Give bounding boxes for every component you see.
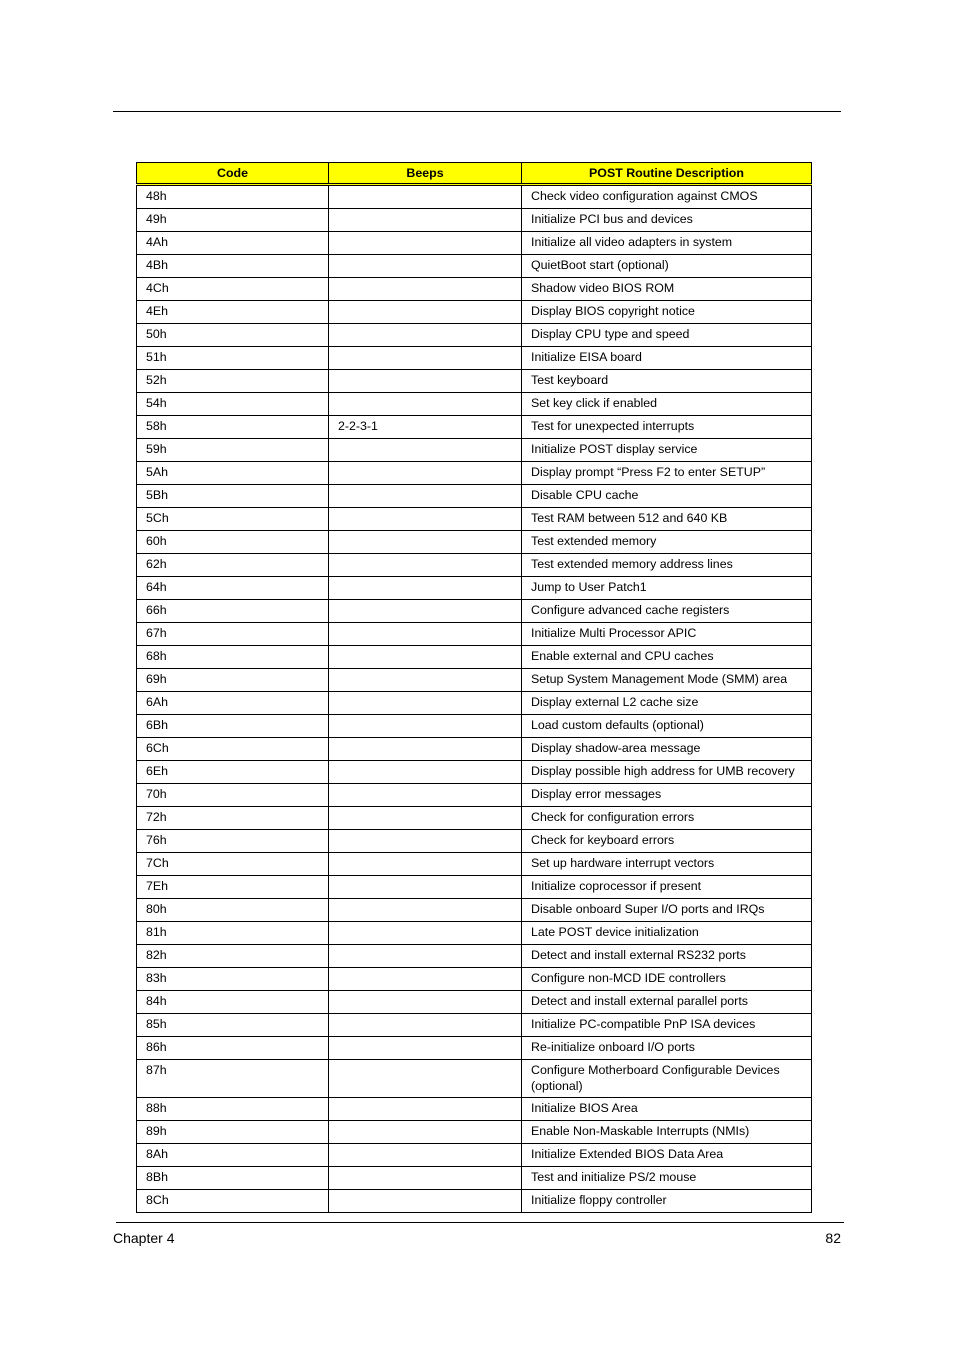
- cell-description: Configure non-MCD IDE controllers: [522, 968, 812, 991]
- cell-description: Display BIOS copyright notice: [522, 301, 812, 324]
- cell-description: Test and initialize PS/2 mouse: [522, 1167, 812, 1190]
- cell-description: Detect and install external RS232 ports: [522, 945, 812, 968]
- post-code-table: [136, 162, 812, 1213]
- cell-description: Initialize Extended BIOS Data Area: [522, 1144, 812, 1167]
- cell-description: Load custom defaults (optional): [522, 715, 812, 738]
- cell-beeps: [329, 370, 522, 393]
- cell-beeps: [329, 922, 522, 945]
- cell-beeps: [329, 255, 522, 278]
- cell-beeps: [329, 1060, 522, 1098]
- cell-beeps: [329, 1037, 522, 1060]
- cell-description: Display external L2 cache size: [522, 692, 812, 715]
- table-row: [137, 508, 812, 531]
- table-row: [137, 600, 812, 623]
- cell-code: 69h: [137, 669, 329, 692]
- cell-description: Enable Non-Maskable Interrupts (NMIs): [522, 1121, 812, 1144]
- cell-description: Display CPU type and speed: [522, 324, 812, 347]
- cell-description: Initialize coprocessor if present: [522, 876, 812, 899]
- table-row: [137, 485, 812, 508]
- cell-description: Test RAM between 512 and 640 KB: [522, 508, 812, 531]
- cell-description: Display possible high address for UMB recovery: [522, 761, 812, 784]
- cell-description: Jump to User Patch1: [522, 577, 812, 600]
- cell-code: 88h: [137, 1098, 329, 1121]
- table-row: [137, 899, 812, 922]
- cell-description: Test for unexpected interrupts: [522, 416, 812, 439]
- cell-beeps: [329, 669, 522, 692]
- cell-beeps: [329, 1098, 522, 1121]
- table-row: [137, 1144, 812, 1167]
- table-row: [137, 807, 812, 830]
- cell-beeps: [329, 462, 522, 485]
- cell-description: Initialize PCI bus and devices: [522, 209, 812, 232]
- table-row: [137, 922, 812, 945]
- cell-code: 58h: [137, 416, 329, 439]
- cell-beeps: [329, 1121, 522, 1144]
- cell-code: 6Eh: [137, 761, 329, 784]
- table-row: [137, 876, 812, 899]
- table-row: [137, 1014, 812, 1037]
- cell-code: 66h: [137, 600, 329, 623]
- footer-rule: [116, 1222, 844, 1223]
- table-row: [137, 370, 812, 393]
- cell-code: 89h: [137, 1121, 329, 1144]
- cell-description: Configure Motherboard Configurable Devices (optional): [522, 1060, 812, 1098]
- cell-beeps: [329, 899, 522, 922]
- cell-beeps: [329, 807, 522, 830]
- cell-beeps: [329, 577, 522, 600]
- cell-beeps: [329, 1190, 522, 1213]
- cell-beeps: [329, 1014, 522, 1037]
- cell-description: Set key click if enabled: [522, 393, 812, 416]
- table-row: [137, 393, 812, 416]
- cell-beeps: [329, 784, 522, 807]
- cell-beeps: [329, 324, 522, 347]
- cell-description: Test extended memory address lines: [522, 554, 812, 577]
- cell-description: Enable external and CPU caches: [522, 646, 812, 669]
- column-header-beeps: Beeps: [329, 163, 522, 185]
- cell-code: 83h: [137, 968, 329, 991]
- cell-description: Shadow video BIOS ROM: [522, 278, 812, 301]
- table-row: [137, 1167, 812, 1190]
- table-row: [137, 416, 812, 439]
- cell-code: 84h: [137, 991, 329, 1014]
- cell-beeps: [329, 209, 522, 232]
- footer-page-number: 82: [825, 1230, 841, 1246]
- cell-description: Initialize PC-compatible PnP ISA devices: [522, 1014, 812, 1037]
- table-row: [137, 255, 812, 278]
- table-row: [137, 623, 812, 646]
- table-row: [137, 462, 812, 485]
- cell-description: Initialize floppy controller: [522, 1190, 812, 1213]
- table-row: [137, 347, 812, 370]
- table-row: [137, 278, 812, 301]
- table-row: [137, 945, 812, 968]
- cell-beeps: [329, 876, 522, 899]
- cell-beeps: [329, 991, 522, 1014]
- cell-code: 8Ch: [137, 1190, 329, 1213]
- cell-code: 82h: [137, 945, 329, 968]
- cell-code: 86h: [137, 1037, 329, 1060]
- table-row: [137, 830, 812, 853]
- header-row: [137, 163, 812, 185]
- cell-beeps: [329, 508, 522, 531]
- table-row: [137, 761, 812, 784]
- cell-code: 50h: [137, 324, 329, 347]
- cell-description: Initialize all video adapters in system: [522, 232, 812, 255]
- cell-description: QuietBoot start (optional): [522, 255, 812, 278]
- table-row: [137, 301, 812, 324]
- cell-beeps: [329, 646, 522, 669]
- cell-code: 64h: [137, 577, 329, 600]
- table-row: [137, 853, 812, 876]
- cell-code: 7Eh: [137, 876, 329, 899]
- cell-code: 6Ch: [137, 738, 329, 761]
- cell-code: 87h: [137, 1060, 329, 1098]
- cell-description: Late POST device initialization: [522, 922, 812, 945]
- cell-beeps: [329, 393, 522, 416]
- table-row: [137, 209, 812, 232]
- column-header-code: Code: [137, 163, 329, 185]
- cell-description: Display prompt “Press F2 to enter SETUP”: [522, 462, 812, 485]
- cell-beeps: [329, 623, 522, 646]
- table-row: [137, 1037, 812, 1060]
- cell-beeps: [329, 830, 522, 853]
- cell-beeps: [329, 738, 522, 761]
- cell-beeps: [329, 692, 522, 715]
- cell-code: 80h: [137, 899, 329, 922]
- cell-description: Check for keyboard errors: [522, 830, 812, 853]
- table-body: [137, 185, 812, 1213]
- cell-code: 51h: [137, 347, 329, 370]
- cell-code: 68h: [137, 646, 329, 669]
- table-row: [137, 1098, 812, 1121]
- cell-code: 7Ch: [137, 853, 329, 876]
- cell-description: Initialize Multi Processor APIC: [522, 623, 812, 646]
- table-row: [137, 185, 812, 209]
- table-row: [137, 1190, 812, 1213]
- cell-description: Setup System Management Mode (SMM) area: [522, 669, 812, 692]
- cell-code: 76h: [137, 830, 329, 853]
- table-row: [137, 324, 812, 347]
- table-row: [137, 669, 812, 692]
- cell-beeps: [329, 185, 522, 209]
- cell-beeps: [329, 232, 522, 255]
- cell-beeps: [329, 761, 522, 784]
- cell-beeps: [329, 715, 522, 738]
- header-rule: [113, 111, 841, 112]
- cell-beeps: [329, 301, 522, 324]
- cell-beeps: [329, 278, 522, 301]
- cell-description: Test extended memory: [522, 531, 812, 554]
- cell-code: 81h: [137, 922, 329, 945]
- cell-description: Display shadow-area message: [522, 738, 812, 761]
- cell-code: 5Bh: [137, 485, 329, 508]
- cell-description: Check for configuration errors: [522, 807, 812, 830]
- cell-code: 4Bh: [137, 255, 329, 278]
- table-row: [137, 554, 812, 577]
- cell-beeps: [329, 968, 522, 991]
- cell-description: Set up hardware interrupt vectors: [522, 853, 812, 876]
- table-row: [137, 577, 812, 600]
- table-row: [137, 715, 812, 738]
- cell-code: 8Ah: [137, 1144, 329, 1167]
- cell-beeps: [329, 554, 522, 577]
- cell-beeps: 2-2-3-1: [329, 416, 522, 439]
- table-row: [137, 738, 812, 761]
- cell-beeps: [329, 853, 522, 876]
- cell-description: Test keyboard: [522, 370, 812, 393]
- cell-beeps: [329, 485, 522, 508]
- table-row: [137, 692, 812, 715]
- cell-description: Initialize POST display service: [522, 439, 812, 462]
- table-row: [137, 439, 812, 462]
- cell-description: Check video configuration against CMOS: [522, 185, 812, 209]
- cell-code: 4Ah: [137, 232, 329, 255]
- cell-description: Re-initialize onboard I/O ports: [522, 1037, 812, 1060]
- cell-description: Initialize BIOS Area: [522, 1098, 812, 1121]
- cell-beeps: [329, 347, 522, 370]
- table-row: [137, 232, 812, 255]
- footer-chapter: Chapter 4: [113, 1230, 175, 1246]
- cell-code: 59h: [137, 439, 329, 462]
- cell-code: 5Ah: [137, 462, 329, 485]
- cell-code: 62h: [137, 554, 329, 577]
- cell-code: 49h: [137, 209, 329, 232]
- cell-description: Initialize EISA board: [522, 347, 812, 370]
- cell-beeps: [329, 600, 522, 623]
- cell-code: 54h: [137, 393, 329, 416]
- cell-code: 67h: [137, 623, 329, 646]
- cell-beeps: [329, 531, 522, 554]
- table-row: [137, 646, 812, 669]
- cell-beeps: [329, 1167, 522, 1190]
- cell-code: 4Ch: [137, 278, 329, 301]
- cell-code: 85h: [137, 1014, 329, 1037]
- cell-description: Disable onboard Super I/O ports and IRQs: [522, 899, 812, 922]
- table-row: [137, 991, 812, 1014]
- cell-code: 8Bh: [137, 1167, 329, 1190]
- table-row: [137, 1060, 812, 1098]
- cell-beeps: [329, 1144, 522, 1167]
- column-header-description: POST Routine Description: [522, 163, 812, 185]
- cell-beeps: [329, 439, 522, 462]
- cell-description: Display error messages: [522, 784, 812, 807]
- cell-beeps: [329, 945, 522, 968]
- cell-code: 70h: [137, 784, 329, 807]
- cell-code: 6Ah: [137, 692, 329, 715]
- cell-description: Detect and install external parallel ports: [522, 991, 812, 1014]
- cell-description: Configure advanced cache registers: [522, 600, 812, 623]
- table-row: [137, 531, 812, 554]
- cell-code: 60h: [137, 531, 329, 554]
- cell-code: 52h: [137, 370, 329, 393]
- cell-code: 5Ch: [137, 508, 329, 531]
- table-row: [137, 1121, 812, 1144]
- table-header: [137, 163, 812, 185]
- cell-code: 72h: [137, 807, 329, 830]
- table-row: [137, 968, 812, 991]
- cell-code: 48h: [137, 185, 329, 209]
- cell-code: 6Bh: [137, 715, 329, 738]
- table-row: [137, 784, 812, 807]
- cell-code: 4Eh: [137, 301, 329, 324]
- cell-description: Disable CPU cache: [522, 485, 812, 508]
